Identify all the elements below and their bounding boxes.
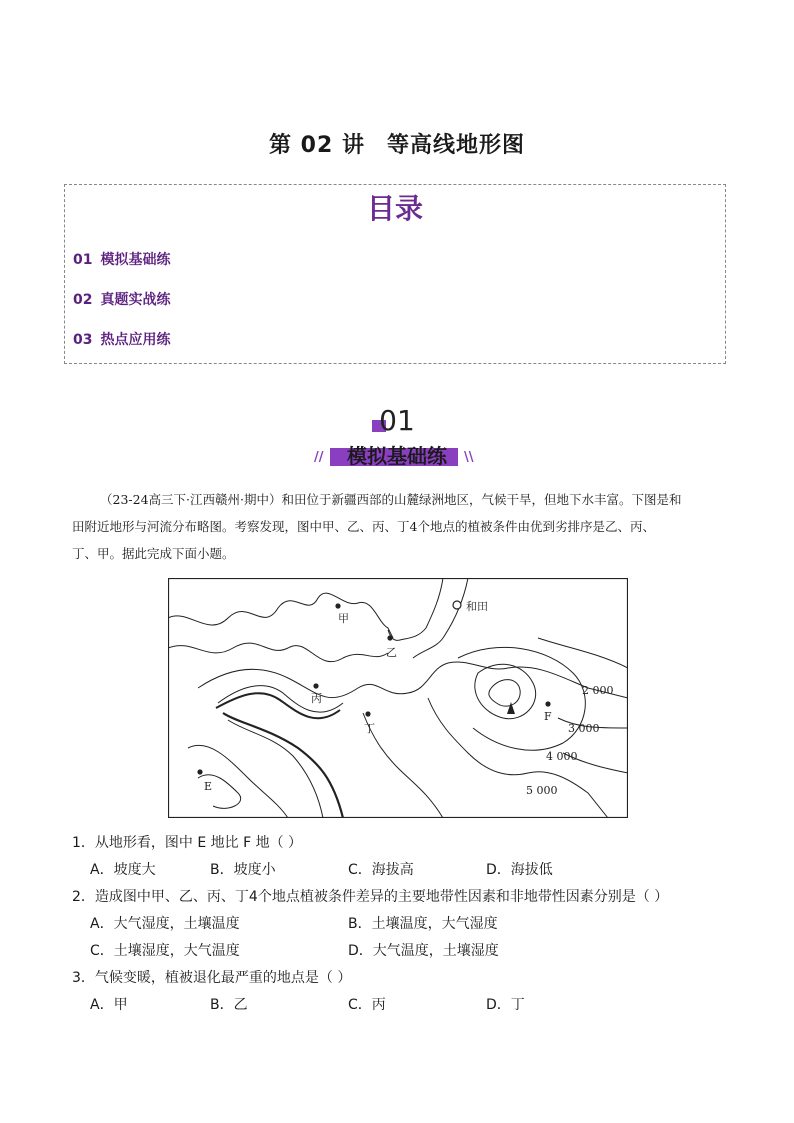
point-F: [545, 701, 550, 706]
page-title: [0, 128, 794, 159]
toc-item-3[interactable]: [73, 329, 170, 349]
label-contour-3000: 3 000: [568, 722, 600, 735]
question-1-option-b[interactable]: B．坡度小: [210, 862, 276, 878]
question-3-option-a[interactable]: A．甲: [90, 997, 128, 1013]
section-number: 01: [379, 404, 415, 437]
passage-line-1: [72, 486, 722, 513]
title-lesson: 第 02 讲: [269, 133, 365, 158]
toc-item-1[interactable]: [73, 249, 170, 269]
toc-item-number: 01: [73, 252, 93, 268]
section-slash-left: //: [314, 450, 324, 465]
label-contour-2000: 2 000: [582, 684, 614, 697]
toc-heading: 目录: [366, 192, 423, 225]
question-2-stem: 2．造成图中甲、乙、丙、丁4个地点植被条件差异的主要地带性因素和非地带性因素分别是（ ）: [72, 889, 669, 905]
toc-item-label: 热点应用练: [100, 332, 171, 348]
point-bing: [313, 683, 318, 688]
label-F: F: [544, 710, 552, 723]
table-of-contents: [64, 184, 726, 364]
question-1-stem: 1．从地形看，图中 E 地比 F 地（ ）: [72, 835, 303, 851]
toc-item-label: 真题实战练: [100, 292, 171, 308]
title-topic: 等高线地形图: [386, 133, 525, 158]
passage-line-3: 丁、甲。据此完成下面小题。: [72, 546, 235, 561]
section-slash-right: \\: [464, 450, 474, 465]
question-2-option-d[interactable]: D．大气温度，土壤湿度: [348, 943, 499, 959]
contour-map: [168, 578, 628, 818]
question-1-option-d[interactable]: D．海拔低: [486, 862, 553, 878]
label-ding: 丁: [364, 722, 375, 735]
question-2-option-b[interactable]: B．土壤温度，大气湿度: [348, 916, 498, 932]
question-3-option-d[interactable]: D．丁: [486, 997, 525, 1013]
passage-line-2: 田附近地形与河流分布略图。考察发现，图中甲、乙、丙、丁4个地点的植被条件由优到劣排序是乙、丙、: [72, 519, 655, 534]
label-contour-5000: 5 000: [526, 784, 558, 797]
label-contour-4000: 4 000: [546, 750, 578, 763]
label-jia: 甲: [338, 612, 349, 625]
question-2-option-c[interactable]: C．土壤湿度，大气温度: [90, 943, 240, 959]
label-bing: 丙: [311, 692, 322, 705]
label-E: E: [204, 780, 213, 793]
point-yi: [387, 635, 392, 640]
city-hetian-marker: [453, 601, 461, 609]
question-1-option-c[interactable]: C．海拔高: [348, 862, 414, 878]
question-3-option-c[interactable]: C．丙: [348, 997, 386, 1013]
question-1-option-a[interactable]: A．坡度大: [90, 862, 156, 878]
point-jia: [335, 603, 340, 608]
passage-text: （23-24高三下·江西赣州·期中）和田位于新疆西部的山麓绿洲地区，气候干旱，但地下水丰富。下图是和: [100, 492, 682, 507]
section-title: 模拟基础练: [347, 444, 447, 468]
label-hetian: 和田: [466, 600, 488, 613]
question-2-option-a[interactable]: A．大气湿度，土壤温度: [90, 916, 240, 932]
toc-item-number: 03: [73, 332, 93, 348]
toc-item-2[interactable]: [73, 289, 170, 309]
point-ding: [365, 711, 370, 716]
question-3-option-b[interactable]: B．乙: [210, 997, 248, 1013]
question-3-stem: 3．气候变暖，植被退化最严重的地点是（ ）: [72, 970, 352, 986]
passage: [72, 486, 722, 567]
point-E: [197, 769, 202, 774]
label-yi: 乙: [386, 646, 397, 659]
toc-item-label: 模拟基础练: [100, 252, 171, 268]
toc-item-number: 02: [73, 292, 93, 308]
